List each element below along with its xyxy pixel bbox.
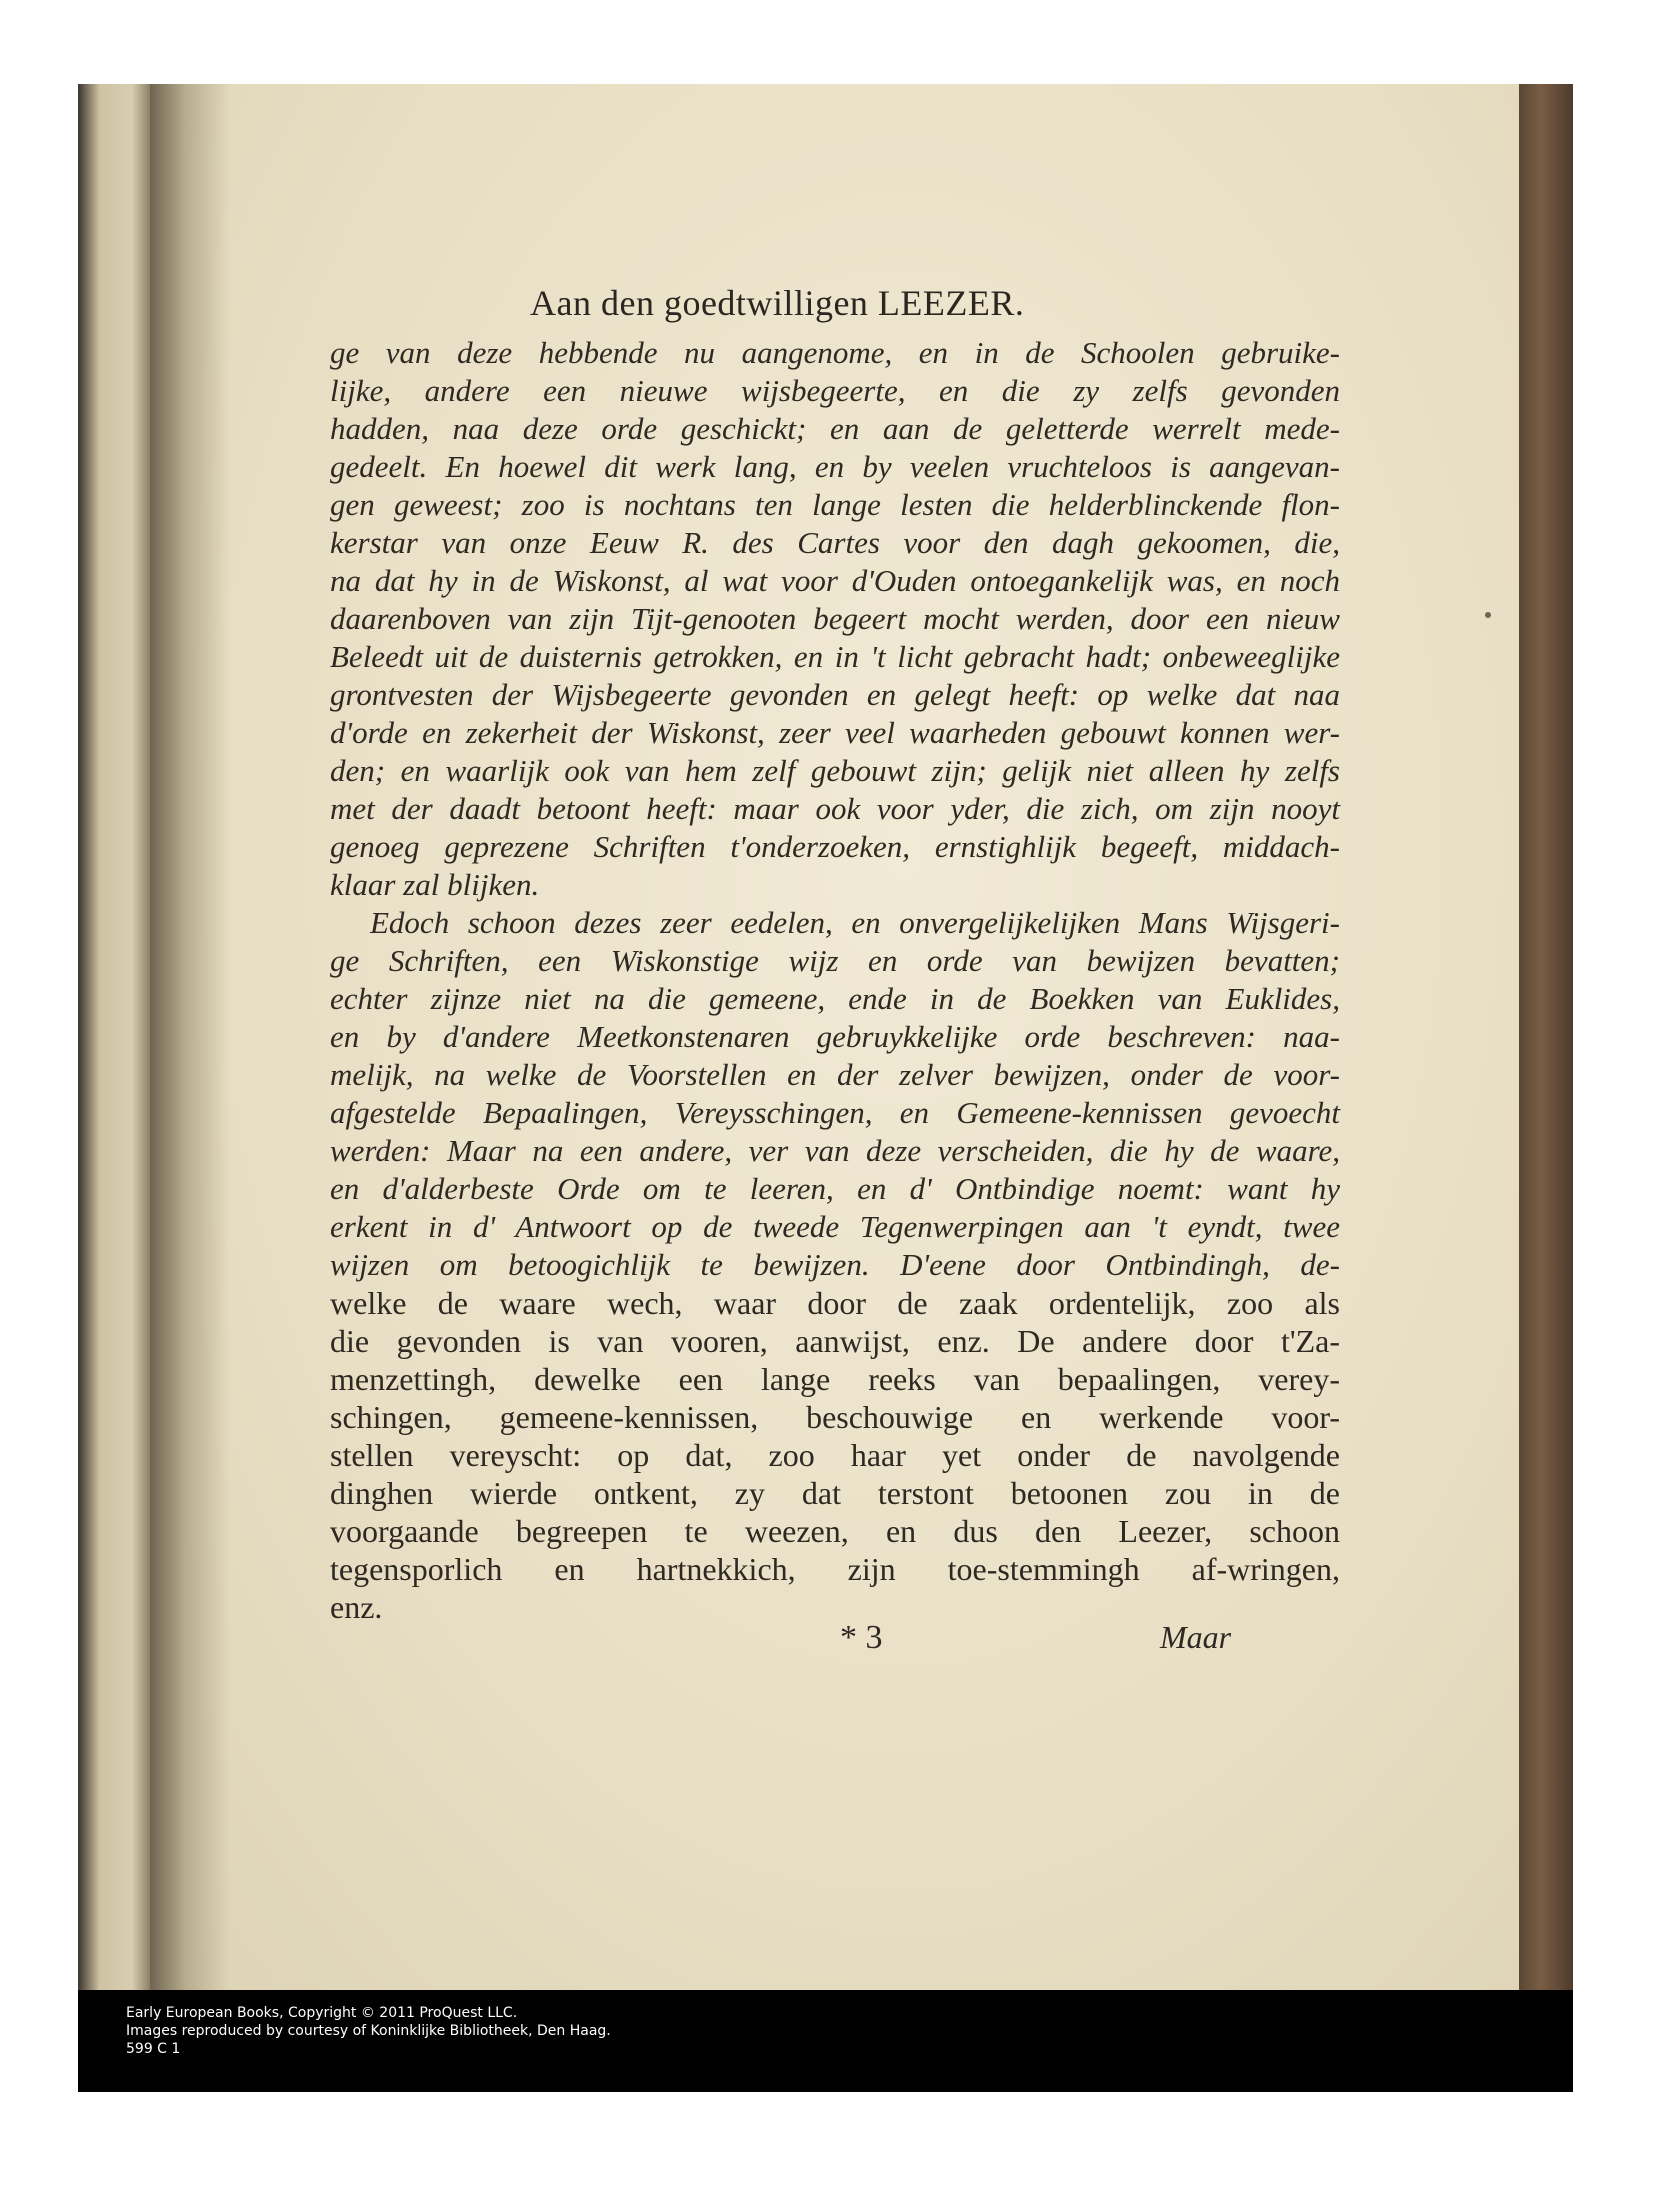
text-line: klaar zal blijken. [330,867,540,902]
text-line: voorgaande begreepen te weezen, en dus den Leezer, schoon [330,1513,1340,1549]
text-line: gedeelt. En hoewel dit werk lang, en by veelen vruchteloos is aangevan- [330,449,1340,484]
catchword: Maar [1160,1619,1232,1655]
text-line: den; en waarlijk ook van hem zelf gebouwt zijn; gelijk niet alleen hy zelfs [330,753,1340,788]
text-line: enz. [330,1589,383,1625]
text-line: ge Schriften, een Wiskonstige wijz en orde van bewijzen bevatten; [330,943,1340,978]
text-line: hadden, naa deze orde geschickt; en aan de geletterde werrelt mede- [330,411,1340,446]
text-line: gen geweest; zoo is nochtans ten lange lesten die helderblinckende flon- [330,487,1340,522]
text-line: stellen vereyscht: op dat, zoo haar yet onder de navolgende [330,1437,1340,1473]
running-header: Aan den goedtwilligen LEEZER. [530,283,1025,323]
text-line: welke de waare wech, waar door de zaak ordentelijk, zoo als [330,1285,1340,1321]
text-line: lijke, andere een nieuwe wijsbegeerte, en die zy zelfs gevonden [330,373,1340,408]
text-line: melijk, na welke de Voorstellen en der zelver bewijzen, onder de voor- [330,1057,1340,1092]
text-line: werden: Maar na een andere, ver van deze verscheiden, die hy de waare, [330,1133,1340,1168]
footer-courtesy: Images reproduced by courtesy of Koninklijke Bibliotheek, Den Haag. [126,2023,611,2039]
text-line: en by d'andere Meetkonstenaren gebruykkelijke orde beschreven: naa- [330,1019,1340,1054]
signature-mark: * 3 [840,1619,883,1656]
text-line: genoeg geprezene Schriften t'onderzoeken, ernstighlijk begeeft, middach- [330,829,1340,864]
copyright-footer [78,1990,1573,2092]
text-line: na dat hy in de Wiskonst, al wat voor d'Ouden ontoegankelijk was, en noch [330,563,1340,598]
book-page [150,84,1522,1990]
text-line: ge van deze hebbende nu aangenome, en in de Schoolen gebruike- [330,335,1340,370]
text-line: erkent in d' Antwoort op de tweede Tegenwerpingen aan 't eyndt, twee [330,1209,1340,1244]
text-line: grontvesten der Wijsbegeerte gevonden en gelegt heeft: op welke dat naa [330,677,1340,712]
scanned-book-image [78,84,1573,1990]
text-line: tegensporlich en hartnekkich, zijn toe-stemmingh af-wringen, [330,1551,1340,1587]
text-line: dinghen wierde ontkent, zy dat terstont betoonen zou in de [330,1475,1340,1511]
body-text [330,334,1340,1626]
text-line: schingen, gemeene-kennissen, beschouwige en werkende voor- [330,1399,1340,1435]
text-line: Edoch schoon dezes zeer eedelen, en onvergelijkelijken Mans Wijsgeri- [370,905,1340,940]
book-cover-edge [1519,84,1573,1990]
text-line: die gevonden is van vooren, aanwijst, enz. De andere door t'Za- [330,1323,1340,1359]
text-line: echter zijnze niet na die gemeene, ende in de Boekken van Euklides, [330,981,1340,1016]
text-line: wijzen om betoogichlijk te bewijzen. D'eene door Ontbindingh, de- [330,1247,1340,1282]
text-line: menzettingh, dewelke een lange reeks van bepaalingen, verey- [330,1361,1340,1397]
text-line: afgestelde Bepaalingen, Vereysschingen, en Gemeene-kennissen gevoecht [330,1095,1340,1130]
text-line: d'orde en zekerheit der Wiskonst, zeer veel waarheden gebouwt konnen wer- [330,715,1340,750]
text-line: daarenboven van zijn Tijt-genooten begeert mocht werden, door een nieuw [330,601,1340,636]
text-line: en d'alderbeste Orde om te leeren, en d' Ontbindige noemt: want hy [330,1171,1340,1206]
left-page-edge [78,84,150,1990]
footer-copyright: Early European Books, Copyright © 2011 ProQuest LLC. [126,2005,518,2021]
footer-shelfmark: 599 C 1 [126,2041,181,2057]
paper-spot [1485,612,1491,618]
text-line: met der daadt betoont heeft: maar ook voor yder, die zich, om zijn nooyt [330,791,1340,826]
text-line: Beleedt uit de duisternis getrokken, en in 't licht gebracht hadt; onbeweeglijke [330,639,1340,674]
text-line: kerstar van onze Eeuw R. des Cartes voor den dagh gekoomen, die, [330,525,1340,560]
